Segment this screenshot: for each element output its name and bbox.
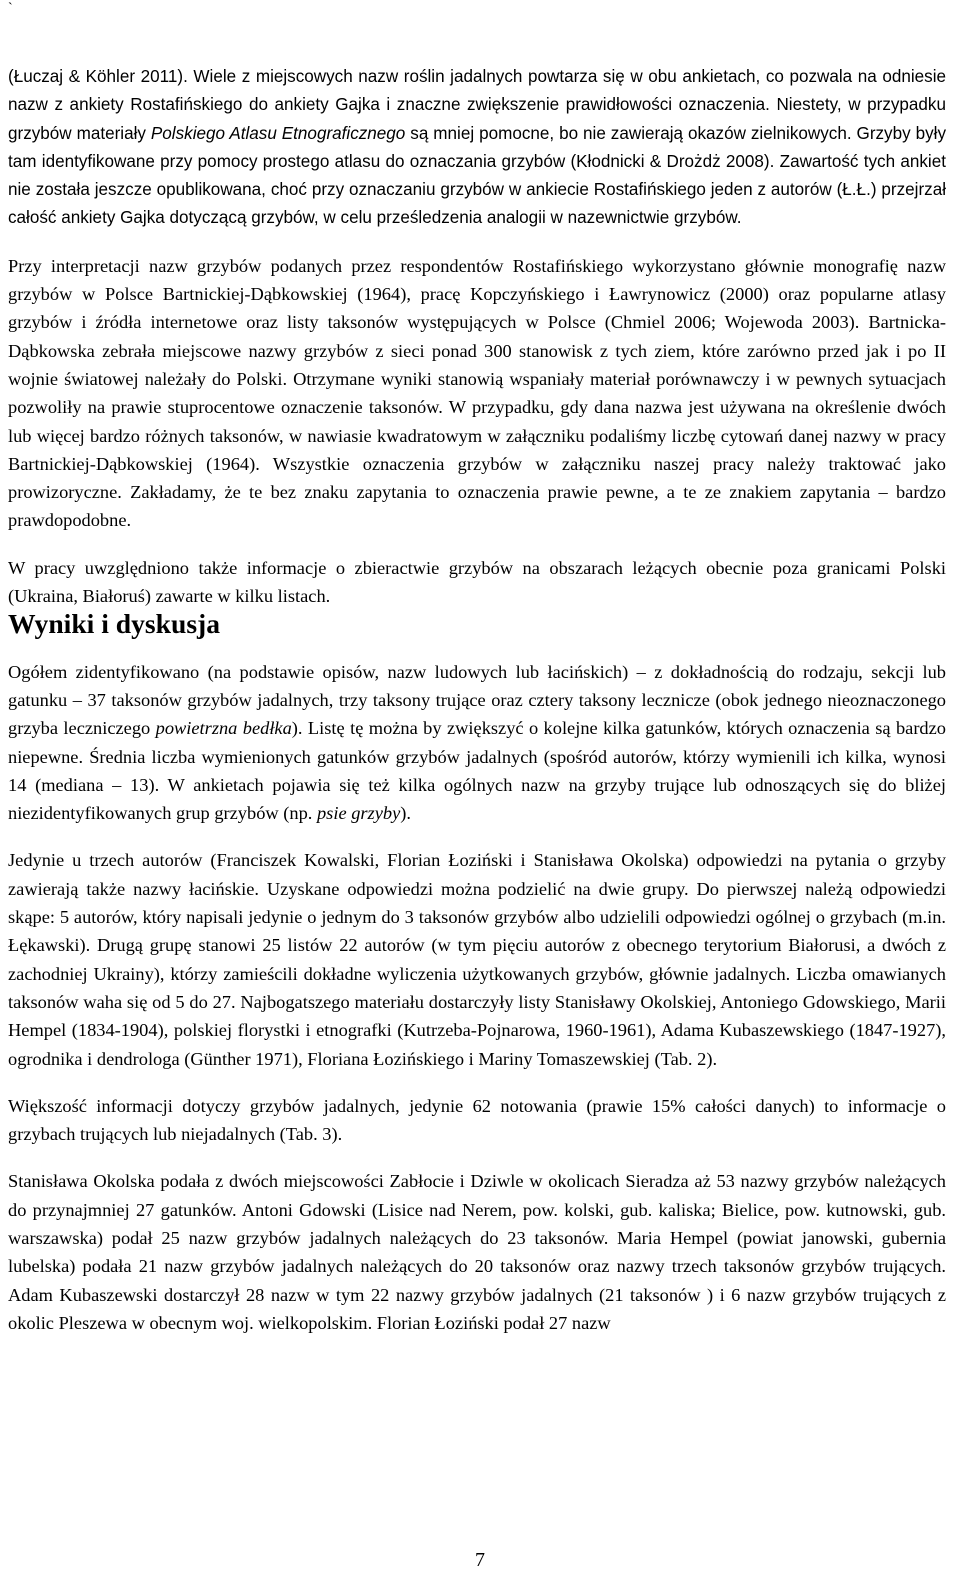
intro-atlas-title: Polskiego Atlasu Etnograficznego <box>150 123 406 143</box>
paragraph-contributors: Stanisława Okolska podała z dwóch miejscowości Zabłocie i Dziwle w okolicach Sieradza aż 53 nazwy grzybów należących do przynajmniej 27 gatunków. Antoni Gdowski (Lisice nad Nerem, pow. kolski, gub. kaliska; Bielice, pow. kutnowski, gub. warszawska) podał 25 nazw grzybów jadalnych należących do 23 taksonów. Maria Hempel (powiat janowski, gubernia lubelska) podała 21 nazw grzybów jadalnych należących do 20 taksonów oraz nazwy trzech taksonów grzybów trujących. Adam Kubaszewski dostarczył 28 nazw w tym 22 nazwy grzybów jadalnych (21 taksonów ) i 6 nazw grzybów trujących z okolic Pleszewa w obecnym woj. wielkopolskim. Florian Łoziński podał 27 nazw <box>8 1171 946 1333</box>
intro-text-a: (Łuczaj & Köhler 2011). Wiele z miejscowych nazw roślin jadalnych powtarza się w obu ankietach, co pozwala na odniesie nazw z ankiety Rostafińskiego do ankiety Gajka i znaczne zwiększenie prawidłowości oznaczenia. Niestety, w przypadku grzybów materiały <box>8 67 946 143</box>
page-number: 7 <box>475 1549 485 1571</box>
section-heading-results: Wyniki i dyskusja <box>8 608 221 640</box>
page-body <box>8 63 946 1337</box>
intro-text-b: są mniej pomocne, bo nie zawierają okazów zielnikowych. Grzyby były tam identyfikowane przy pomocy prostego atlasu do oznaczania grzybów (Kłodnicki & Drożdż 2008). Zawartość tych ankiet nie została jeszcze opublikowana, choć przy oznaczaniu grzybów w ankiecie Rostafińskiego jeden z autorów (Ł.Ł.) przejrzał całość ankiety Gajka dotyczącą grzybów, w celu prześledzenia analogii w nazewnictwie grzybów. <box>8 123 947 228</box>
paragraph-intro <box>8 63 946 233</box>
results-italic-2: psie grzyby <box>316 803 401 824</box>
paragraph-interpretation: Przy interpretacji nazw grzybów podanych przez respondentów Rostafińskiego wykorzystano głównie monografię nazw grzybów w Polsce Bartnickiej-Dąbkowskiej (1964), pracę Kopczyńskiego i Ławrynowicz (2000) oraz popularne atlasy grzybów i źródła internetowe oraz listy taksonów występujących w Polsce (Chmiel 2006; Wojewoda 2003). Bartnicka-Dąbkowska zebrała miejscowe nazwy grzybów z sieci ponad 300 stanowisk z tych ziem, które zarówno przed jak i po II wojnie światowej należały do Polski. Otrzymane wyniki stanowią wspaniały materiał porównawczy i w pewnych sytuacjach pozwoliły na prawie stuprocentowe oznaczenie taksonów. W przypadku, gdy dana nazwa jest używana na określenie dwóch lub więcej bardzo różnych taksonów, w nawiasie kwadratowym w załączniku podaliśmy liczbę cytowań danej nazwy w pracy Bartnickiej-Dąbkowskiej (1964). Wszystkie oznaczenia grzybów w załączniku naszej pracy należy traktować jako prowizoryczne. Zakładamy, że te bez znaku zapytania to oznaczenia prawie pewne, a te ze znakiem zapytania – bardzo prawdopodobne. <box>8 255 946 531</box>
stray-mark: ` <box>8 1 13 16</box>
results-text-c: ). <box>400 803 411 824</box>
results-italic-1: powietrzna bedłka <box>155 718 292 739</box>
results-text-b: ). Listę tę można by zwiększyć o kolejne kilka gatunków, których oznaczenia są bardzo niepewne. Średnia liczba wymienionych gatunków grzybów jadalnych (spośród autorów, którzy wymienili ich kilka, wynosi 14 (mediana – 13). W ankietach pojawia się też kilka ogólnych nazw na grzyby trujące lub odnoszących się do bliżej niezidentyfikowanych grup grzybów (np. <box>8 718 946 824</box>
paragraph-edible-share: Większość informacji dotyczy grzybów jadalnych, jedynie 62 notowania (prawie 15% całości danych) to informacje o grzybach trujących lub niejadalnych (Tab. 3). <box>8 1095 946 1145</box>
results-text-a: Ogółem zidentyfikowano (na podstawie opisów, nazw ludowych lub łacińskich) – z dokładnością do rodzaju, sekcji lub gatunku – 37 taksonów grzybów jadalnych, trzy taksony trujące oraz cztery taksony lecznicze (obok jednego nieoznaczonego grzyba leczniczego <box>8 661 946 739</box>
paragraph-results-overview <box>8 658 946 828</box>
paragraph-authors: Jedynie u trzech autorów (Franciszek Kowalski, Florian Łoziński i Stanisława Okolska) odpowiedzi na pytania o grzyby zawierają także nazwy łacińskie. Uzyskane odpowiedzi można podzielić na dwie grupy. Do pierwszej należą odpowiedzi skąpe: 5 autorów, który napisali jedynie o jednym do 3 taksonów grzybów albo udzielili odpowiedzi ogólnej o grzybach (m.in. Łękawski). Drugą grupę stanowi 25 listów 22 autorów (w tym pięciu autorów z obecnego terytorium Białorusi, a dwóch z zachodniej Ukrainy), którzy zamieścili dokładne wyliczenia użytkowanych grzybów, głównie jadalnych. Liczba omawianych taksonów waha się od 5 do 27. Najbogatszego materiału dostarczyły listy Stanisławy Okolskiej, Antoniego Gdowskiego, Marii Hempel (1834-1904), polskiej florystki i etnografki (Kutrzeba-Pojnarowa, 1960-1961), Adama Kubaszewskiego (1847-1927), ogrodnika i dendrologa (Günther 1971), Floriana Łozińskiego i Mariny Tomaszewskiej (Tab. 2). <box>8 850 946 1069</box>
paragraph-beyond-borders: W pracy uwzględniono także informacje o zbieractwie grzybów na obszarach leżących obecnie poza granicami Polski (Ukraina, Białoruś) zawarte w kilku listach. <box>8 557 946 607</box>
